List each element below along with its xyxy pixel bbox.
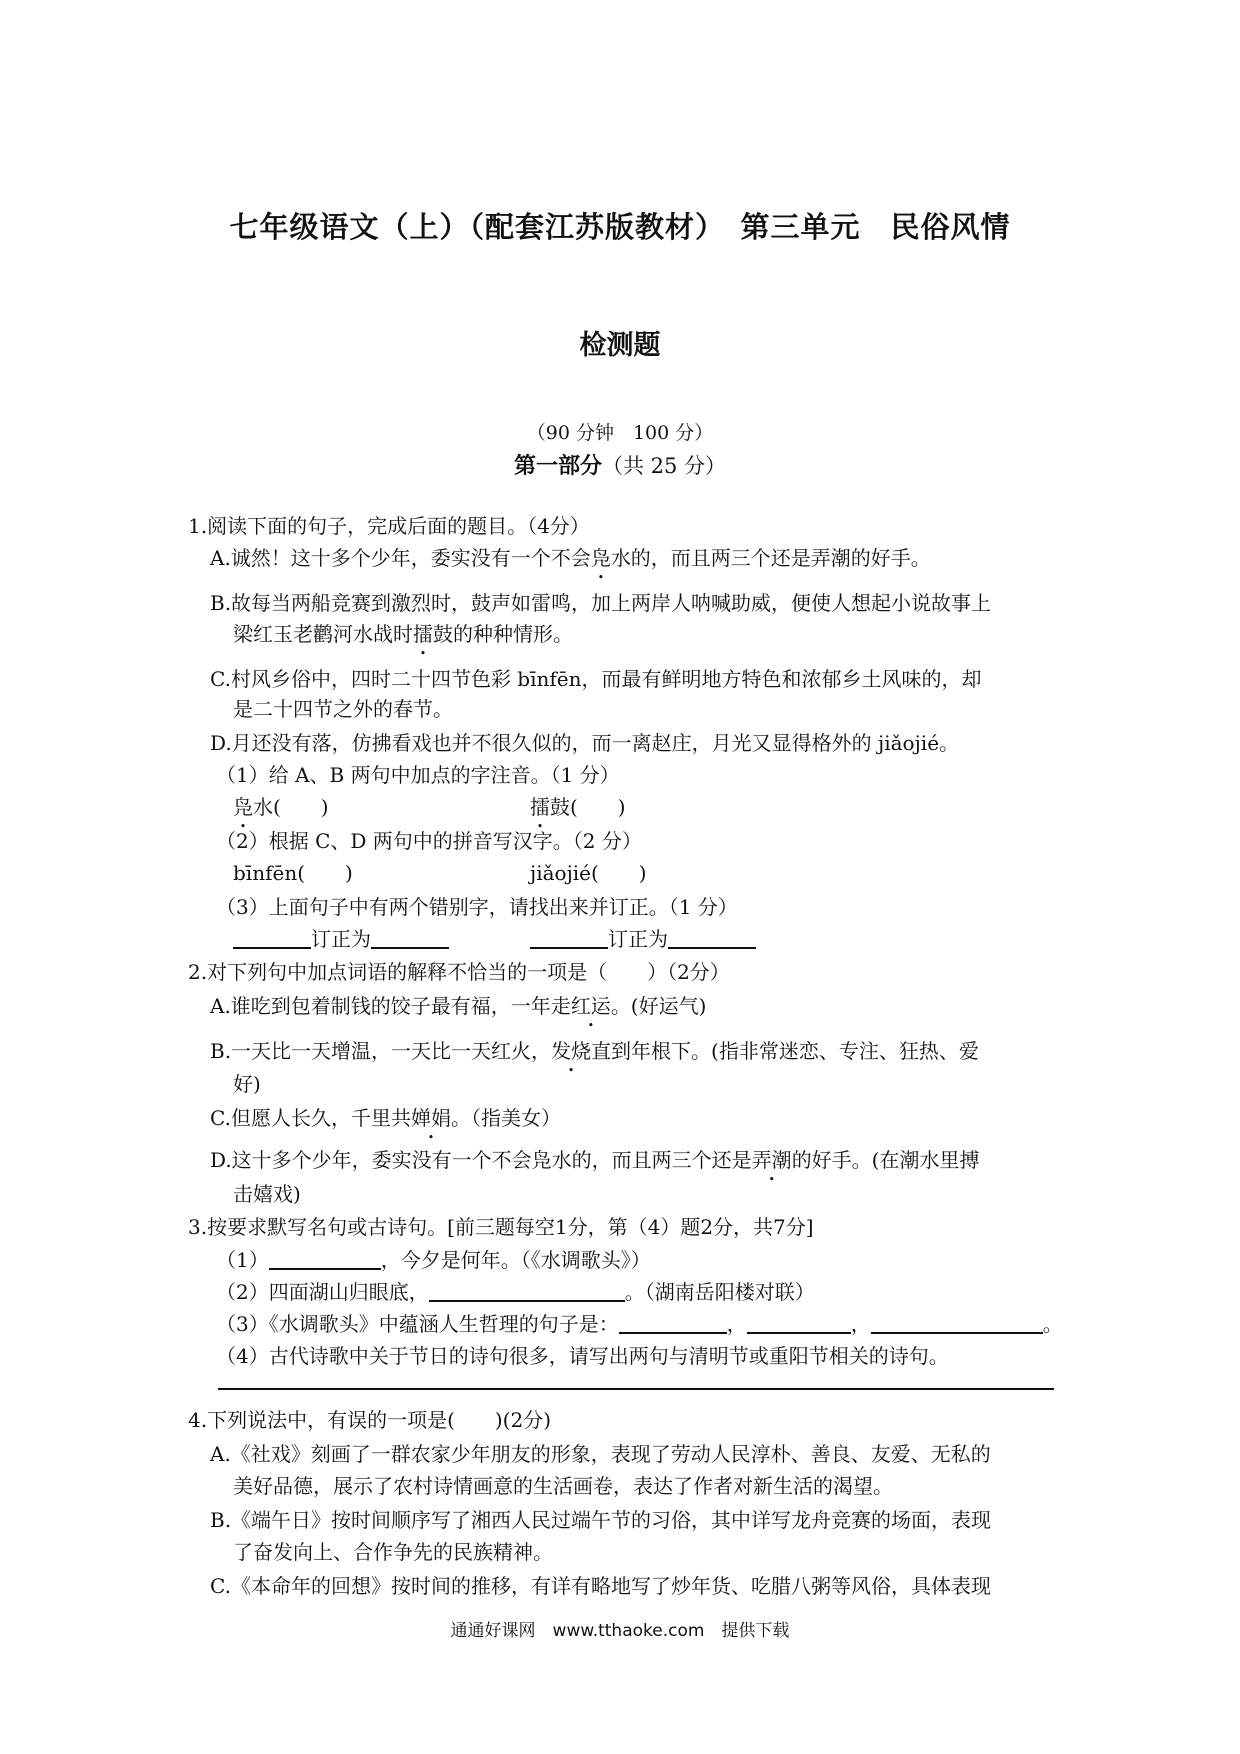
q3-sub3-blank-2[interactable]: [747, 1312, 851, 1334]
q1-sub3-label-1: 订正为: [311, 927, 371, 951]
q4-stem: 4.下列说法中，有误的一项是( )(2分): [188, 1408, 552, 1432]
q1-sub3-blank-4[interactable]: [668, 927, 756, 949]
q3-sub3-blank-3[interactable]: [871, 1312, 1043, 1334]
q2-option-b-line1: [210, 1037, 979, 1065]
q1-option-b-tail: 鼓的种种情形。: [433, 622, 573, 646]
q2-option-d-dotted: 弄潮: [751, 1148, 792, 1172]
q3-sub3-sep-1: ，: [726, 1312, 747, 1336]
q1-sub3-label-2: 订正为: [608, 927, 668, 951]
q1-sub1-answer-a: [233, 793, 329, 821]
q1-sub2: （2）根据 C、D 两句中的拼音写汉字。（2 分）: [216, 829, 642, 853]
q2-option-c-text: C.但愿人长久，千里共: [210, 1106, 411, 1130]
q1-stem: 1.阅读下面的句子，完成后面的题目。（4分）: [188, 514, 590, 538]
q2-option-d-tail: 的好手。(在潮水里搏: [791, 1148, 980, 1172]
q3-sub1-tail: ，今夕是何年。（《水调歌头》）: [380, 1248, 651, 1272]
q1-option-b-line1: B.故每当两船竞赛到激烈时，鼓声如雷鸣，加上两岸人呐喊助威，便使人想起小说故事上: [210, 591, 992, 615]
q2-option-d-line1: [210, 1146, 980, 1174]
q4-option-a-line2: 美好品德，展示了农村诗情画意的生活画卷，表达了作者对新生活的渴望。: [233, 1474, 893, 1498]
q4-option-a-line1: A.《社戏》刻画了一群农家少年朋友的形象，表现了劳动人民淳朴、善良、友爱、无私的: [210, 1442, 991, 1466]
q1-sub3-blank-1[interactable]: [233, 927, 311, 949]
q3-sub1-label: （1）: [216, 1248, 269, 1272]
q3-sub2: [216, 1278, 815, 1306]
q1-sub1-b-dotted: 擂: [530, 795, 550, 819]
document-title: 七年级语文（上）（配套江苏版教材） 第三单元 民俗风情: [229, 210, 1011, 244]
q2-option-c: [210, 1104, 561, 1132]
q2-option-b-text: B.一天比一天增温，一天比一天红火，: [210, 1039, 552, 1063]
q2-option-b-dotted: 发烧: [551, 1039, 592, 1063]
part-heading: [0, 449, 1240, 480]
q2-option-b-tail: 直到年根下。(指非常迷恋、专注、狂热、爱: [591, 1039, 979, 1063]
q2-option-d-line2: 击嬉戏): [233, 1182, 301, 1206]
q1-sub1-a-dotted: 凫: [233, 795, 253, 819]
document-subtitle: 检测题: [579, 330, 661, 361]
q1-option-a-tail: 水的，而且两三个还是弄潮的好手。: [610, 546, 931, 570]
q1-sub2-answer-b: jiǎojié( ): [530, 861, 647, 885]
q1-option-c-line1: C.村风乡俗中，四时二十四节色彩 bīnfēn，而最有鲜明地方特色和浓郁乡土风味的，却: [210, 667, 982, 691]
q3-sub3-end: 。: [1042, 1312, 1063, 1336]
q4-option-c-line1: C.《本命年的回想》按时间的推移，有详有略地写了炒年货、吃腊八粥等风俗，具体表现: [210, 1574, 991, 1598]
part-name: 第一部分: [513, 454, 602, 479]
q2-stem: 2.对下列句中加点词语的解释不恰当的一项是（ ）（2分）: [188, 960, 730, 984]
q2-option-c-tail: 。（指美女）: [450, 1106, 561, 1130]
q2-option-a: [210, 992, 706, 1020]
q1-option-a-text: A.诚然！这十多个少年，委实没有一个不会: [210, 546, 591, 570]
q2-option-a-dotted: 红运: [570, 994, 611, 1018]
q1-option-d: D.月还没有落，仿拂看戏也并不很久似的，而一离赵庄，月光又显得格外的 jiǎojié。: [210, 731, 960, 755]
q2-option-c-dotted: 婵娟: [410, 1106, 451, 1130]
q3-sub3-blank-1[interactable]: [619, 1312, 727, 1334]
q1-sub3-answer-2: [530, 925, 756, 953]
q1-sub3-blank-2[interactable]: [371, 927, 449, 949]
q3-sub4: （4）古代诗歌中关于节日的诗句很多，请写出两句与清明节或重阳节相关的诗句。: [216, 1344, 949, 1368]
q3-sub3: [216, 1310, 1063, 1338]
q1-sub1-b-paren: 鼓( ): [550, 795, 626, 819]
q1-option-c-line2: 是二十四节之外的春节。: [233, 697, 453, 721]
q1-option-b-line2: [233, 620, 573, 648]
q1-option-b-dotted: 擂: [413, 622, 433, 646]
q3-sub3-sep-2: ，: [850, 1312, 871, 1336]
q1-sub3-blank-3[interactable]: [530, 927, 608, 949]
q1-sub1-a-paren: 水( ): [253, 795, 329, 819]
page-footer: 通通好课网 www.tthaoke.com 提供下载: [450, 1621, 790, 1641]
q3-sub2-blank[interactable]: [429, 1280, 625, 1302]
q3-sub2-text: （2）四面湖山归眼底，: [216, 1280, 429, 1304]
q1-option-b-text: 梁红玉老鹳河水战时: [233, 622, 413, 646]
q3-stem: 3.按要求默写名句或古诗句。[前三题每空1分，第（4）题2分，共7分]: [188, 1215, 814, 1239]
q1-sub3-answer-1: [233, 925, 449, 953]
q4-option-b-line1: B.《端午日》按时间顺序写了湘西人民过端午节的习俗，其中详写龙舟竞赛的场面，表现: [210, 1508, 992, 1532]
time-score: （90 分钟 100 分）: [526, 422, 714, 444]
q3-sub1: [216, 1246, 651, 1274]
q2-option-d-text: D.这十多个少年，委实没有一个不会凫水的，而且两三个还是: [210, 1148, 752, 1172]
q3-sub2-tail: 。（湖南岳阳楼对联）: [624, 1280, 815, 1304]
q2-option-b-line2: 好): [233, 1072, 261, 1096]
part-score: （共 25 分）: [601, 454, 727, 478]
q3-sub1-blank[interactable]: [269, 1248, 381, 1270]
q1-sub3: （3）上面句子中有两个错别字，请找出来并订正。（1 分）: [216, 895, 738, 919]
q3-sub4-answer-line[interactable]: [218, 1388, 1054, 1390]
q1-option-a-dotted: 凫: [590, 546, 611, 570]
q1-sub2-answer-a: bīnfēn( ): [233, 861, 353, 885]
q3-sub3-text: （3）《水调歌头》中蕴涵人生哲理的句子是：: [216, 1312, 619, 1336]
q4-option-b-line2: 了奋发向上、合作争先的民族精神。: [233, 1540, 553, 1564]
q1-sub1: （1）给 A、B 两句中加点的字注音。（1 分）: [216, 763, 620, 787]
q2-option-a-tail: 。(好运气): [610, 994, 707, 1018]
q1-option-a: [210, 544, 931, 572]
q2-option-a-text: A.谁吃到包着制钱的饺子最有福，一年走: [210, 994, 571, 1018]
q1-sub1-answer-b: [530, 793, 626, 821]
